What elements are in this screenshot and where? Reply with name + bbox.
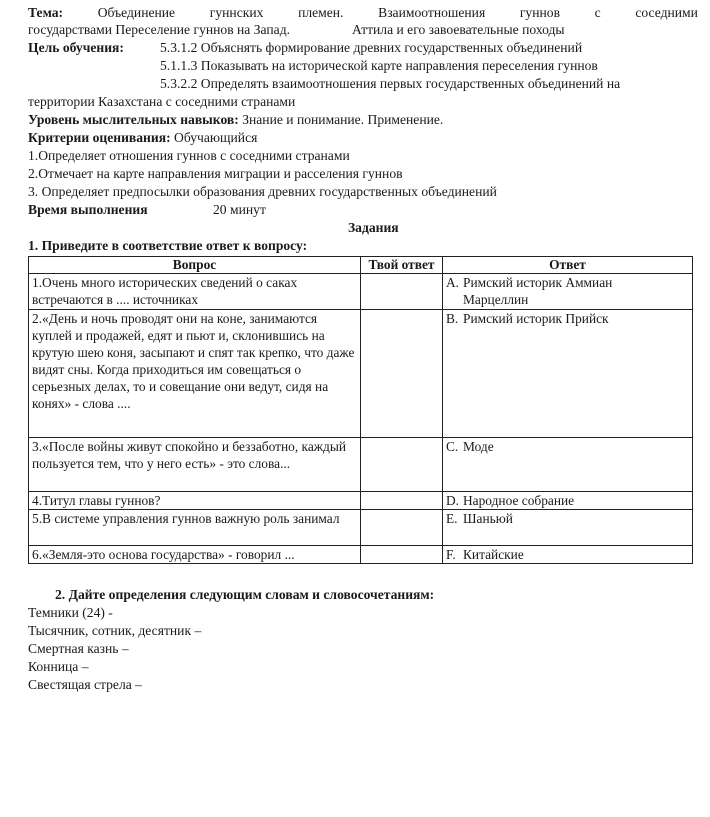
goal-item: 5.3.2.2 Определять взаимоотношения первых государственных объединений на: [160, 76, 621, 91]
criteria-item: 3. Определяет предпосылки образования древних государственных объединений: [28, 184, 497, 199]
answer-text: Моде: [463, 439, 494, 454]
topic-line-1: [28, 4, 698, 21]
topic-word: племен.: [298, 5, 344, 20]
answer-text: Римский историк Аммиан Марцеллин: [463, 275, 613, 307]
answer-cell: [443, 510, 693, 546]
task1-title: 1. Приведите в соответствие ответ к вопросу:: [28, 238, 308, 253]
table-row: [29, 438, 693, 492]
criteria-value: Обучающийся: [174, 130, 258, 145]
answer-letter: F.: [446, 547, 456, 562]
answer-cell: [443, 438, 693, 492]
your-answer-cell[interactable]: [361, 438, 443, 492]
answer-letter: E.: [446, 511, 458, 526]
topic-word: гуннов: [519, 5, 560, 20]
answer-text: Шаньюй: [463, 511, 513, 526]
your-answer-cell[interactable]: [361, 510, 443, 546]
question-cell: 5.В системе управления гуннов важную роль занимал: [29, 510, 361, 546]
question-cell: 2.«День и ночь проводят они на коне, занимаются куплей и продажей, едят и пьют и, склонившись на крутую шею коня, засыпают и спят так крепко, что даже видят сны. Когда приходиться им совещаться о серьезных делах, то и совещание они ведут, сидя на конях» - слова ....: [29, 310, 361, 438]
answer-text: Римский историк Прийск: [463, 311, 609, 326]
topic-line-2b: Аттила и его завоевательные походы: [352, 22, 565, 37]
answer-text: Китайские: [463, 547, 524, 562]
column-header-question: Вопрос: [29, 257, 361, 274]
definition-item: Темники (24) -: [28, 605, 113, 620]
task2-title: 2. Дайте определения следующим словам и словосочетаниям:: [55, 587, 435, 602]
question-cell: 6.«Земля-это основа государства» - говорил ...: [29, 546, 361, 564]
skills-value: Знание и понимание. Применение.: [242, 112, 444, 127]
criteria-label: Критерии оценивания:: [28, 130, 171, 145]
answer-cell: [443, 546, 693, 564]
definition-item: Смертная казнь –: [28, 641, 129, 656]
answer-cell: [443, 310, 693, 438]
question-cell: 1.Очень много исторических сведений о саках встречаются в .... источниках: [29, 274, 361, 310]
criteria-item: 2.Отмечает на карте направления миграции и расселения гуннов: [28, 166, 403, 181]
criteria-line: [28, 129, 257, 146]
definition-item: Конница –: [28, 659, 89, 674]
tasks-title: Задания: [348, 220, 399, 235]
skills-label: Уровень мыслительных навыков:: [28, 112, 239, 127]
table-header-row: [29, 257, 693, 274]
topic-word: с: [594, 5, 601, 20]
table-row: [29, 310, 693, 438]
answer-letter: A.: [446, 275, 460, 290]
column-header-your-answer: Твой ответ: [361, 257, 443, 274]
answer-letter: D.: [446, 493, 460, 508]
skills-line: [28, 111, 443, 128]
answer-letter: C.: [446, 439, 459, 454]
table-row: [29, 546, 693, 564]
answer-text: Народное собрание: [463, 493, 575, 508]
matching-table: [28, 256, 693, 564]
definition-item: Свестящая стрела –: [28, 677, 142, 692]
topic-line-2a: государствами Переселение гуннов на Запад.: [28, 22, 291, 37]
topic-word: Объединение: [97, 5, 176, 20]
time-label: Время выполнения: [28, 202, 148, 217]
criteria-item: 1.Определяет отношения гуннов с соседними странами: [28, 148, 350, 163]
topic-word: Взаимоотношения: [378, 5, 486, 20]
your-answer-cell[interactable]: [361, 274, 443, 310]
your-answer-cell[interactable]: [361, 546, 443, 564]
table-row: [29, 274, 693, 310]
definition-item: Тысячник, сотник, десятник –: [28, 623, 202, 638]
goal-continuation: территории Казахстана с соседними странами: [28, 94, 296, 109]
question-cell: 4.Титул главы гуннов?: [29, 492, 361, 510]
answer-cell: [443, 492, 693, 510]
goal-item: 5.1.1.3 Показывать на исторической карте направления переселения гуннов: [160, 58, 598, 73]
topic-label: Тема:: [28, 5, 64, 20]
question-cell: 3.«После войны живут спокойно и беззаботно, каждый пользуется тем, что у него есть» - это слова...: [29, 438, 361, 492]
topic-word: гуннских: [209, 5, 264, 20]
answer-cell: [443, 274, 693, 310]
your-answer-cell[interactable]: [361, 492, 443, 510]
goal-item: 5.3.1.2 Объяснять формирование древних государственных объединений: [160, 40, 583, 55]
table-row: [29, 492, 693, 510]
table-row: [29, 510, 693, 546]
your-answer-cell[interactable]: [361, 310, 443, 438]
column-header-answer: Ответ: [443, 257, 693, 274]
time-value: 20 минут: [213, 202, 266, 217]
goal-label: Цель обучения:: [28, 40, 124, 55]
topic-word: соседними: [635, 5, 698, 20]
answer-letter: B.: [446, 311, 459, 326]
